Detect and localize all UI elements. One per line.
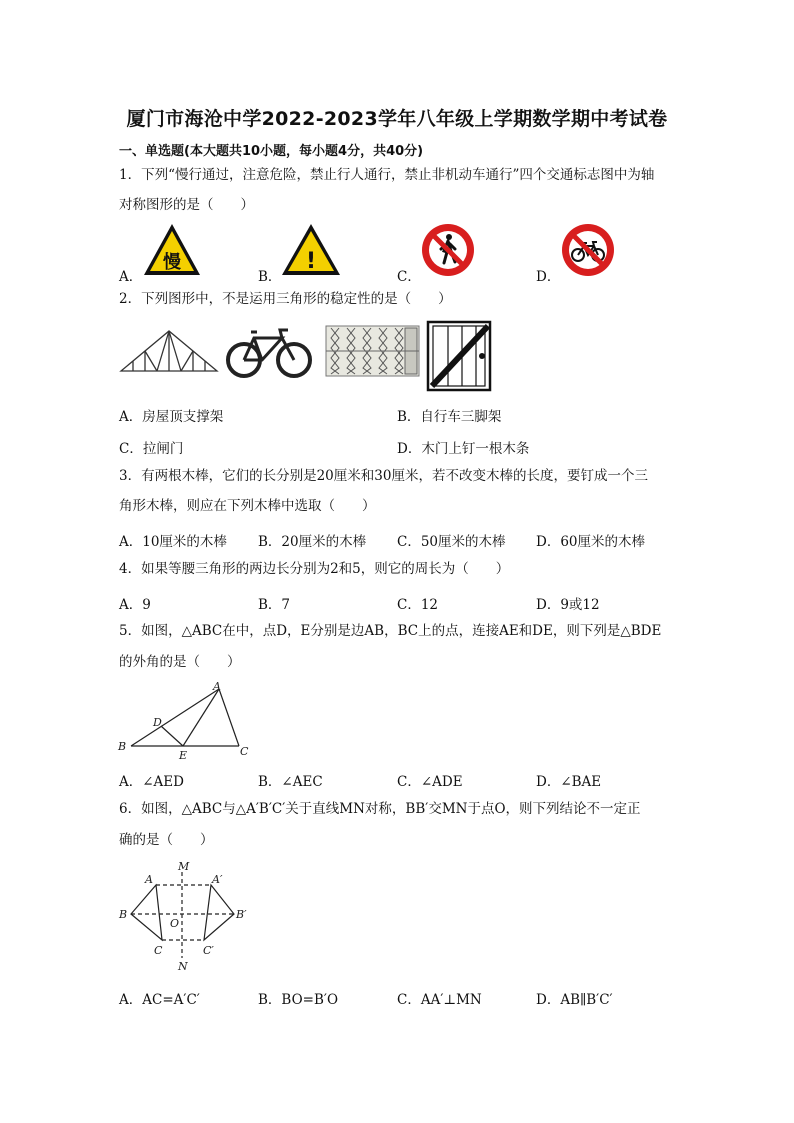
q6-stem-line1: 6．如图，△ABC与△A′B′C′关于直线MN对称，BB′交MN于点O，则下列结论不一定正 (119, 801, 641, 817)
segment-ac (219, 689, 239, 746)
q6-option-d: D．AB∥B′C′ (536, 992, 613, 1008)
q1-option-d: D． (536, 269, 561, 285)
q5-option-d: D．∠BAE (536, 774, 602, 790)
label-c: C (240, 745, 249, 758)
q2-option-c: C．拉闸门 (119, 441, 184, 457)
triangle-a2b2c2 (204, 885, 234, 940)
q4-option-d: D．9或12 (536, 597, 600, 613)
q5-option-b: B．∠AEC (258, 774, 323, 790)
label-n: N (178, 960, 188, 973)
label-b: B (118, 740, 127, 753)
label-o: O (170, 917, 180, 930)
sign-warning-mark: ! (305, 249, 317, 274)
page-title: 厦门市海沧中学2022-2023学年八年级上学期数学期中考试卷 (126, 108, 668, 130)
label-a: A (145, 873, 153, 886)
q3-option-a: A．10厘米的木棒 (119, 534, 227, 550)
segment-de (161, 726, 183, 746)
q2-option-a: A．房屋顶支撑架 (119, 409, 224, 425)
q5-stem-line1: 5．如图，△ABC在中，点D，E分别是边AB，BC上的点，连接AE和DE，则下列是△BDE (119, 623, 662, 639)
label-b: B (119, 908, 128, 921)
q6-option-b: B．BO=B′O (258, 992, 339, 1008)
label-a-prime: A′ (212, 873, 223, 886)
q4-option-a: A．9 (119, 597, 151, 613)
wooden-door-image (426, 320, 492, 392)
warning-sign-icon (280, 222, 342, 278)
no-pedestrians-sign-icon (420, 222, 476, 278)
label-m: M (178, 860, 190, 873)
q1-option-b: B． (258, 269, 282, 285)
q2-option-b: B．自行车三脚架 (397, 409, 502, 425)
q3-option-b: B．20厘米的木棒 (258, 534, 367, 550)
label-a: A (213, 680, 221, 693)
roof-truss-image (119, 325, 219, 375)
q1-stem-line2: 对称图形的是（ ） (119, 197, 254, 213)
q3-option-d: D．60厘米的木棒 (536, 534, 646, 550)
triangle-abc (131, 885, 162, 940)
q4-stem: 4．如果等腰三角形的两边长分别为2和5，则它的周长为（ ） (119, 561, 510, 577)
q4-option-b: B．7 (258, 597, 291, 613)
slow-traffic-sign-icon (142, 222, 202, 278)
q3-option-c: C．50厘米的木棒 (397, 534, 506, 550)
q2-option-d: D．木门上钉一根木条 (397, 441, 530, 457)
segment-ab (131, 689, 219, 746)
q5-option-a: A．∠AED (119, 774, 184, 790)
q6-option-a: A．AC=A′C′ (119, 992, 200, 1008)
q1-option-c: C． (397, 269, 421, 285)
q5-triangle-figure (115, 680, 255, 762)
bicycle-image (224, 322, 314, 380)
q1-option-a: A． (119, 269, 143, 285)
folding-gate-image (325, 325, 420, 377)
q2-stem: 2．下列图形中，不是运用三角形的稳定性的是（ ） (119, 291, 452, 307)
section-heading: 一、单选题(本大题共10小题，每小题4分，共40分) (119, 144, 424, 159)
label-b-prime: B′ (236, 908, 247, 921)
q5-stem-line2: 的外角的是（ ） (119, 654, 241, 670)
q5-option-c: C．∠ADE (397, 774, 463, 790)
label-c-prime: C′ (203, 944, 214, 957)
q6-symmetry-figure (115, 858, 265, 974)
q6-stem-line2: 确的是（ ） (119, 832, 214, 848)
q4-option-c: C．12 (397, 597, 439, 613)
q3-stem-line2: 角形木棒，则应在下列木棒中选取（ ） (119, 498, 376, 514)
label-e: E (179, 749, 188, 762)
sign-slow-text: 慢 (163, 252, 181, 273)
q6-option-c: C．AA′⊥MN (397, 992, 482, 1008)
q3-stem-line1: 3．有两根木棒，它们的长分别是20厘米和30厘米，若不改变木棒的长度，要钉成一个三 (119, 468, 648, 484)
segment-ae (183, 689, 219, 746)
label-c: C (154, 944, 163, 957)
q1-stem-line1: 1．下列“慢行通过，注意危险，禁止行人通行，禁止非机动车通行”四个交通标志图中为轴 (119, 167, 655, 183)
no-bicycles-sign-icon (560, 222, 616, 278)
label-d: D (153, 716, 162, 729)
